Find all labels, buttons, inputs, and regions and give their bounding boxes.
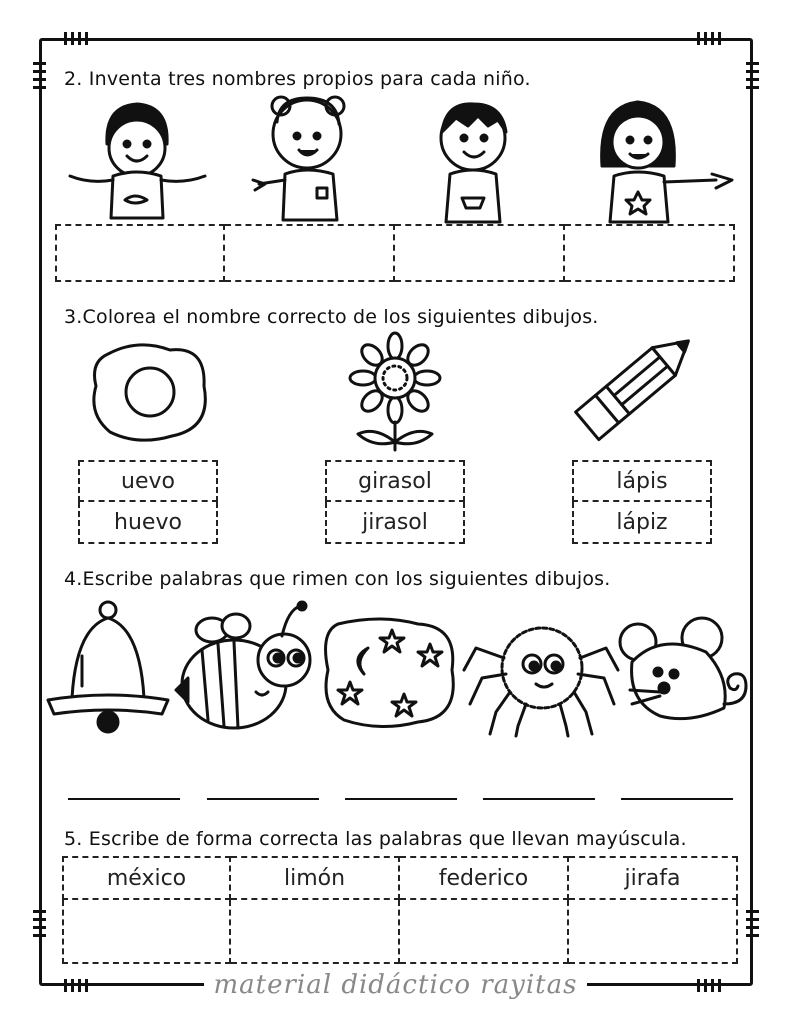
q4-answer-line-2[interactable]	[207, 798, 319, 800]
q5-answer-box-1[interactable]	[62, 900, 231, 964]
q5-answer-box-3[interactable]	[400, 900, 569, 964]
corner-ticks-top-right	[697, 32, 725, 45]
q3-egg-option-1[interactable]: uevo	[78, 460, 218, 502]
corner-ticks-right-bottom	[746, 910, 759, 942]
bee-illustration	[172, 600, 322, 740]
child-4-illustration	[598, 96, 738, 224]
fried-egg-illustration	[88, 336, 213, 446]
corner-ticks-left-top	[33, 62, 46, 94]
q3-egg-option-2[interactable]: huevo	[78, 502, 218, 544]
corner-ticks-left-bottom	[33, 910, 46, 942]
footer-credit: material didáctico rayitas	[204, 970, 588, 1000]
q5-answer-box-4[interactable]	[569, 900, 738, 964]
spider-illustration	[456, 608, 626, 736]
q2-answer-box-2[interactable]	[225, 224, 395, 282]
q2-answer-grid	[55, 224, 735, 282]
pencil-illustration	[562, 320, 712, 448]
q5-answer-row	[62, 900, 738, 964]
q5-word-4: jirafa	[569, 856, 738, 900]
q3-pencil-option-1[interactable]: lápis	[572, 460, 712, 502]
q4-answer-line-1[interactable]	[68, 798, 180, 800]
question-4-title: 4.Escribe palabras que rimen con los siguientes dibujos.	[64, 568, 611, 590]
q2-answer-box-1[interactable]	[55, 224, 225, 282]
night-sky-illustration	[320, 610, 462, 732]
q3-options-sunflower	[325, 460, 465, 544]
child-1-illustration	[65, 96, 210, 221]
q3-sunflower-option-1[interactable]: girasol	[325, 460, 465, 502]
q4-answer-line-5[interactable]	[621, 798, 733, 800]
footer-credit-wrapper	[0, 970, 791, 1000]
corner-ticks-top-left	[64, 32, 92, 45]
corner-ticks-right-top	[746, 62, 759, 94]
q4-answer-line-3[interactable]	[345, 798, 457, 800]
mouse-illustration	[620, 612, 760, 730]
q5-word-2: limón	[231, 856, 400, 900]
q2-answer-box-3[interactable]	[395, 224, 565, 282]
child-2-illustration	[247, 92, 367, 222]
q2-answer-box-4[interactable]	[565, 224, 735, 282]
q3-options-egg	[78, 460, 218, 544]
q5-word-3: federico	[400, 856, 569, 900]
q5-words-row	[62, 856, 738, 900]
q3-options-pencil	[572, 460, 712, 544]
question-5-title: 5. Escribe de forma correcta las palabras que llevan mayúscula.	[64, 828, 687, 850]
q5-answer-box-2[interactable]	[231, 900, 400, 964]
question-3-title: 3.Colorea el nombre correcto de los siguientes dibujos.	[64, 306, 599, 328]
child-3-illustration	[428, 96, 518, 224]
bell-illustration	[42, 598, 174, 738]
q3-pencil-option-2[interactable]: lápiz	[572, 502, 712, 544]
q5-word-1: méxico	[62, 856, 231, 900]
q4-answer-line-4[interactable]	[483, 798, 595, 800]
question-2-title: 2. Inventa tres nombres propios para cada niño.	[64, 68, 531, 90]
sunflower-illustration	[340, 330, 450, 452]
q3-sunflower-option-2[interactable]: jirasol	[325, 502, 465, 544]
